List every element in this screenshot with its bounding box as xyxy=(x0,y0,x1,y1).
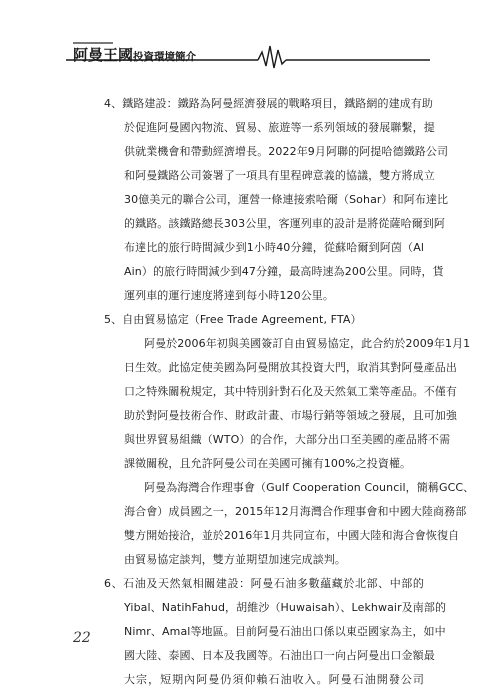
text-line: 與世界貿易組織（WTO）的合作，大部分出口至美國的產品將不需 xyxy=(124,433,451,446)
text-line: 供就業機會和帶動經濟增長。2022年9月阿聯的阿提哈德鐵路公司 xyxy=(124,145,449,158)
text-line: 布達比的旅行時間減少到1小時40分鐘，從蘇哈爾到阿茵（Al xyxy=(124,241,424,254)
text-line: Yibal、NatihFahud，胡維沙（Huwaisah）、Lekhwair及南部的 xyxy=(124,601,447,614)
document-body xyxy=(104,92,475,692)
header-title-main: 阿曼王國 xyxy=(73,46,134,64)
text-line: 4、鐵路建設：鐵路為阿曼經濟發展的戰略項目，鐵路網的建成有助 xyxy=(104,97,433,110)
text-line: 6、石油及天然氣相關建設：阿曼石油多數蘊藏於北部、中部的 xyxy=(104,577,424,590)
text-line: 運列車的運行速度將達到每小時120公里。 xyxy=(124,289,334,302)
text-line: Nimr、Amal等地區。目前阿曼石油出口係以東亞國家為主，如中 xyxy=(124,625,446,638)
text-line: 的鐵路。該鐵路總長303公里，客運列車的設計是將從薩哈爾到阿 xyxy=(124,217,445,230)
text-line: 海合會）成員國之一，2015年12月海灣合作理事會和中國大陸商務部 xyxy=(124,505,467,518)
heartbeat-line-icon xyxy=(0,30,480,70)
text-line: 課徵關稅，且允許阿曼公司在美國可擁有100%之投資權。 xyxy=(124,457,412,470)
text-line: 口之特殊關稅規定，其中特別針對石化及天然氣工業等產品。不僅有 xyxy=(124,385,457,398)
text-line: 阿曼於2006年初與美國簽訂自由貿易協定，此合約於2009年1月1 xyxy=(144,337,471,350)
text-line: Ain）的旅行時間減少到47分鐘，最高時速為200公里。同時，貨 xyxy=(124,265,444,278)
header-title xyxy=(73,44,196,65)
text-line: 30億美元的聯合公司，運營一條連接索哈爾（Sohar）和阿布達比 xyxy=(124,193,449,206)
text-line: 日生效。此協定使美國為阿曼開放其投資大門，取消其對阿曼產品出 xyxy=(124,361,457,374)
text-line: 阿曼為海灣合作理事會（Gulf Cooperation Council，簡稱GCC、 xyxy=(144,481,475,494)
text-line: 大宗，短期內阿曼仍須仰賴石油收入。阿曼石油開發公司 xyxy=(124,673,424,686)
text-line: 國大陸、泰國、日本及我國等。石油出口一向占阿曼出口金額最 xyxy=(124,649,435,662)
text-line: 助於對阿曼技術合作、財政計畫、市場行銷等領域之發展，且可加強 xyxy=(124,409,457,422)
page-header xyxy=(0,0,480,70)
text-line: 由貿易協定談判，雙方並期望加速完成談判。 xyxy=(124,553,346,566)
text-line: 5、自由貿易協定（Free Trade Agreement, FTA） xyxy=(104,313,362,326)
text-line: 雙方開始接洽，並於2016年1月共同宣布，中國大陸和海合會恢復自 xyxy=(124,529,460,542)
page-number: 22 xyxy=(73,630,91,646)
text-line: 於促進阿曼國內物流、貿易、旅遊等一系列領域的發展聯繫，提 xyxy=(124,121,435,134)
header-title-sub: 投資環境簡介 xyxy=(133,51,197,63)
text-line: 和阿曼鐵路公司簽署了一項具有里程碑意義的協議，雙方將成立 xyxy=(124,169,435,182)
